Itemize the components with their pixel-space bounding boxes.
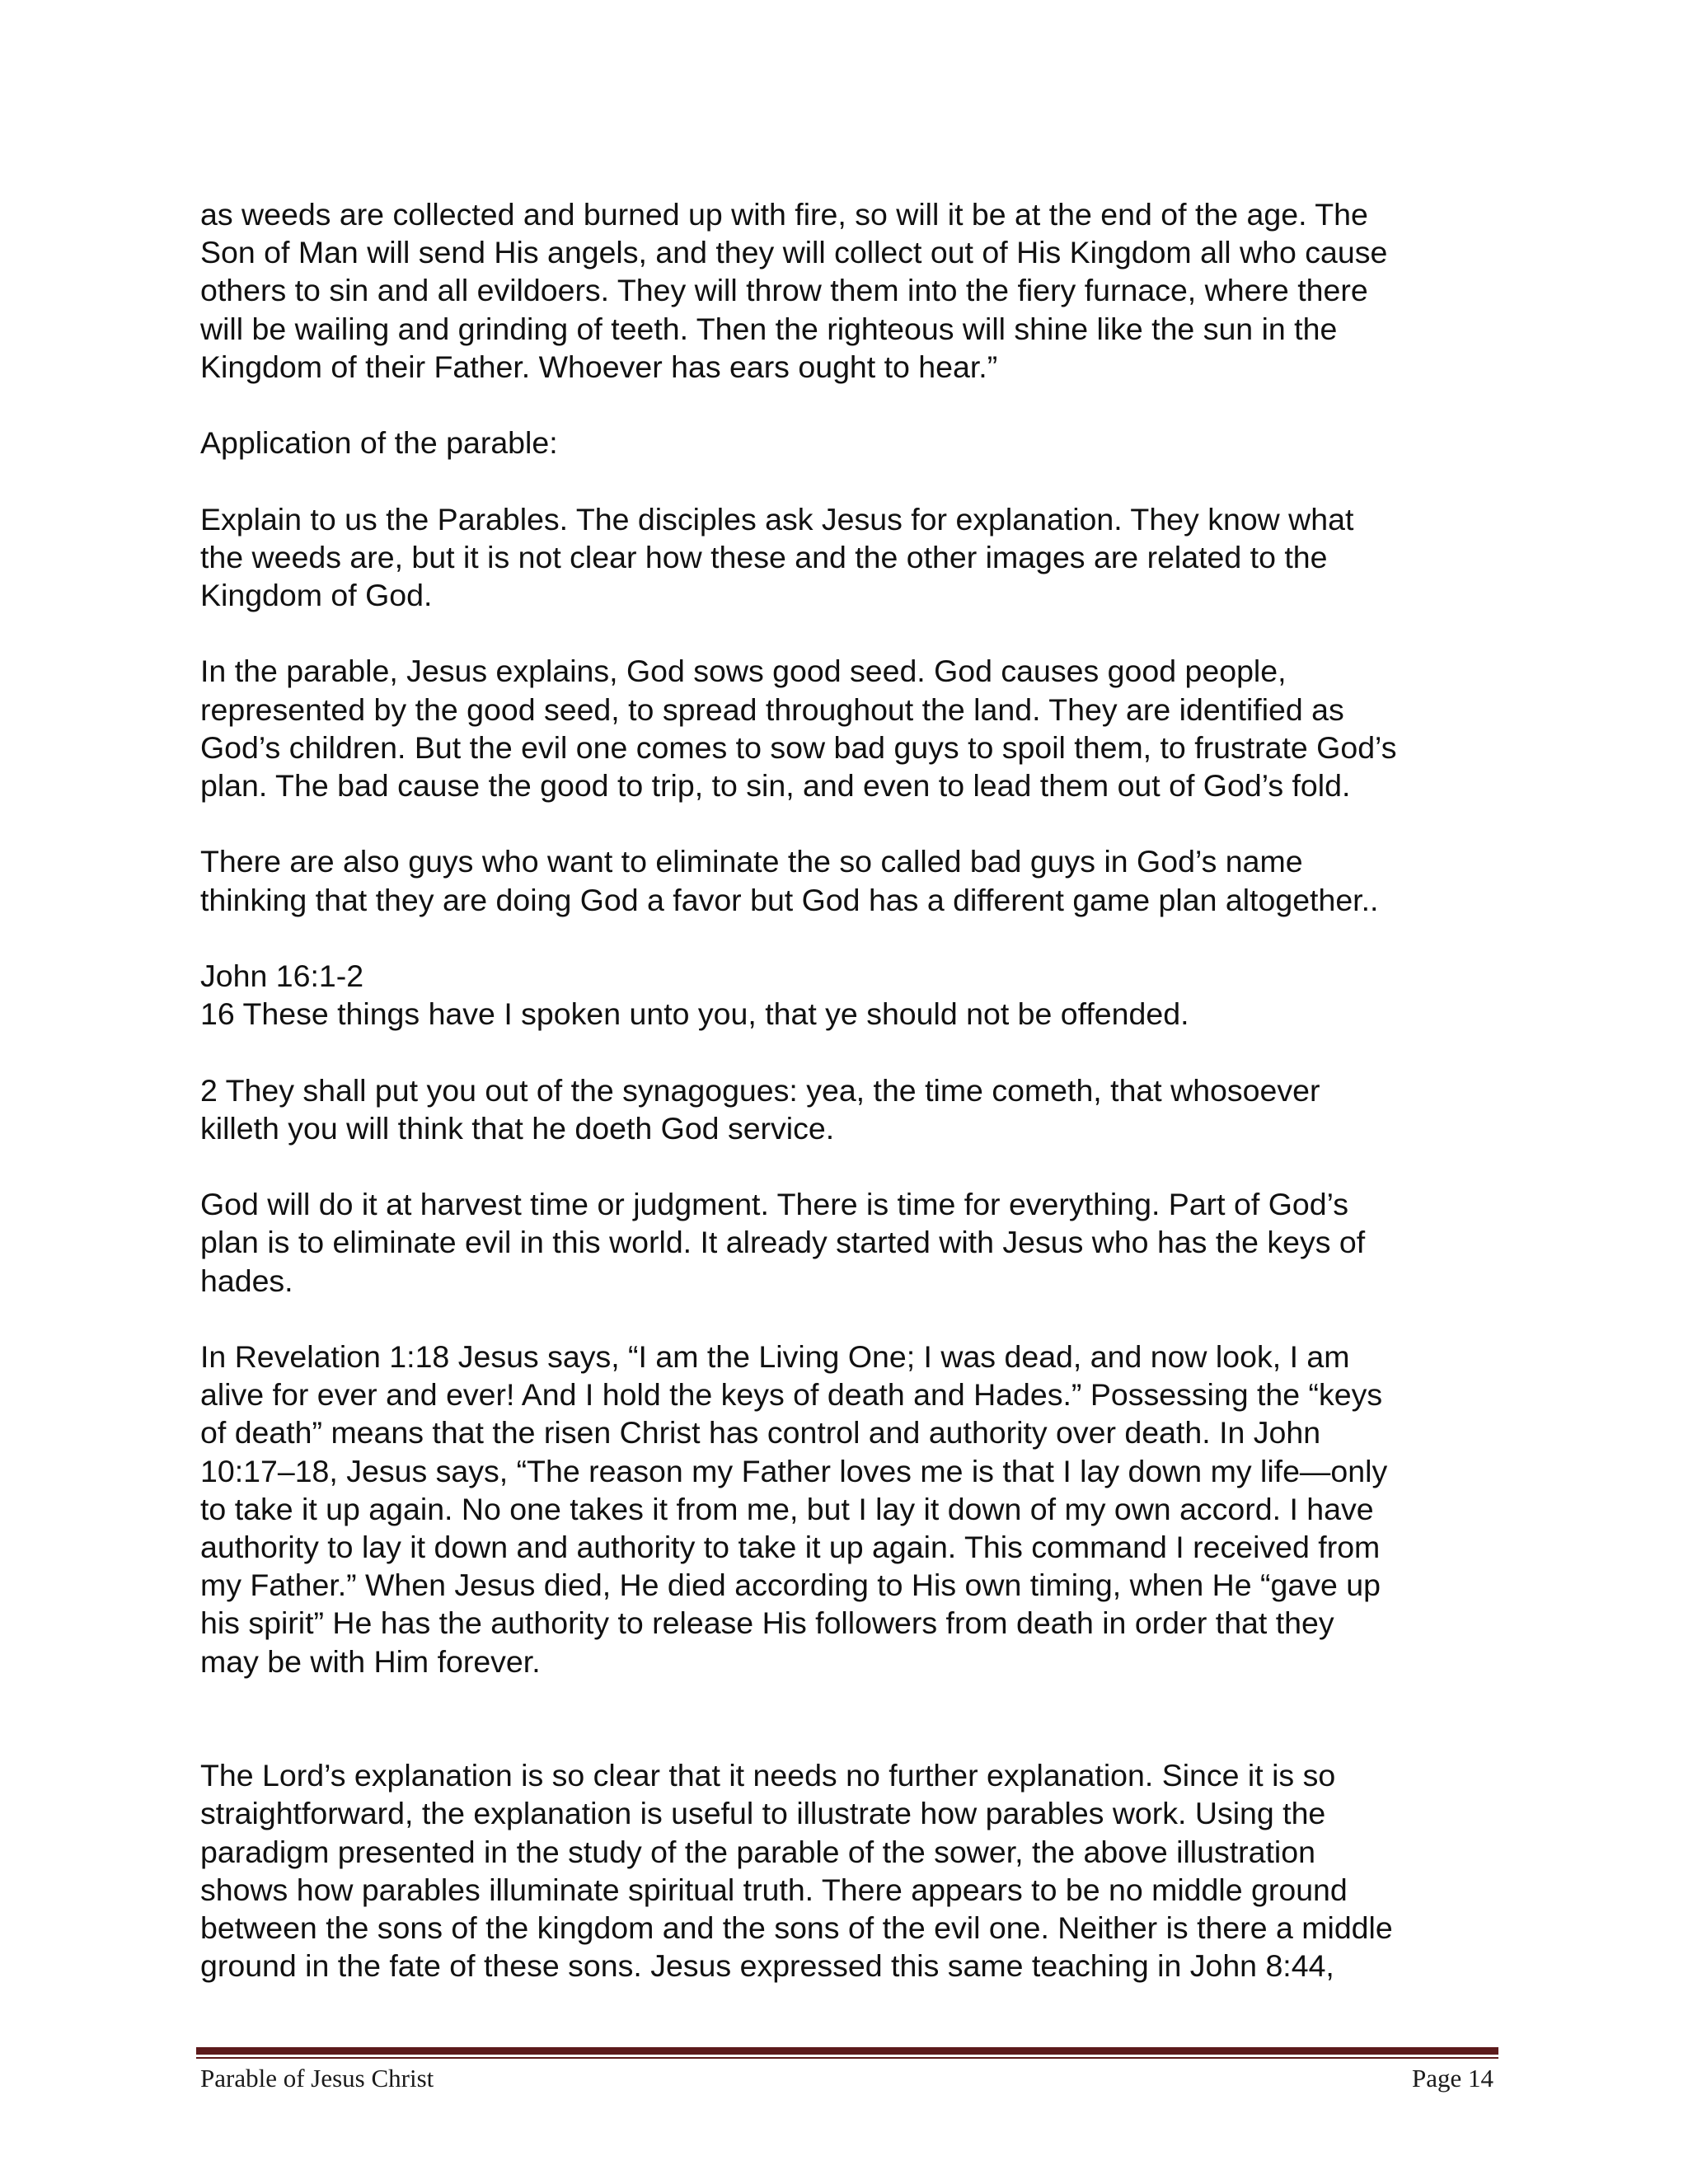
paragraph-revelation: In Revelation 1:18 Jesus says, “I am the Living One; I was dead, and now look, I am alive for ever and ever! And I hold the keys of death and Hades.” Possessing the “keys of death” means that the risen Christ has control and authority over death. In John 10:17–18, Jesus says, “The reason my Father loves me is that I lay down my life—only to take it up again. No one takes it from me, but I lay it down of my own accord. I have authority to lay it down and authority to take it up again. This command I received from my Father.” When Jesus died, He died according to His own timing, when He “gave up his spirit” He has the authority to release His followers from death in order that they may be with Him forever. [200,1338,1388,1679]
footer-page-number: Page 14 [1411,2064,1493,2093]
scripture-verse-1: 16 These things have I spoken unto you, that ye should not be offended. [200,996,1189,1032]
paragraph-application-heading: Application of the parable: [200,425,558,461]
paragraph-eliminate-bad-guys: There are also guys who want to eliminate the so called bad guys in God’s name thinking that they are doing God a favor but God has a different game plan altogether.. [200,844,1379,917]
footer-document-title: Parable of Jesus Christ [200,2064,434,2093]
paragraph-explain-parables: Explain to us the Parables. The disciples ask Jesus for explanation. They know what the weeds are, but it is not clear how these and the other images are related to the Kingdom of God. [200,501,1354,612]
scripture-reference: John 16:1-2 [200,958,364,993]
scripture-verse-2: 2 They shall put you out of the synagogues: yea, the time cometh, that whosoever killeth you will think that he doeth God service. [200,1072,1320,1146]
paragraph-good-seed: In the parable, Jesus explains, God sows good seed. God causes good people, represented by the good seed, to spread throughout the land. They are identified as God’s children. But the evil one comes to sow bad guys to spoil them, to frustrate God’s plan. The bad cause the good to trip, to sin, and even to lead them out of God’s fold. [200,654,1397,803]
paragraph-weeds-burned: as weeds are collected and burned up with fire, so will it be at the end of the age. The Son of Man will send His angels, and they will collect out of His Kingdom all who cause others to sin and all evildoers. They will throw them into the fiery furnace, where there will be wailing and grinding of teeth. Then the righteous will shine like the sun in the Kingdom of their Father. Whoever has ears ought to hear.” [200,197,1388,384]
footer-divider-thin [196,2057,1498,2059]
paragraph-lords-explanation: The Lord’s explanation is so clear that it needs no further explanation. Since it is so straightforward, the explanation is useful to illustrate how parables work. Using the paradigm presented in the study of the parable of the sower, the above illustration shows how parables illuminate spiritual truth. There appears to be no middle ground between the sons of the kingdom and the sons of the evil one. Neither is there a middle ground in the fate of these sons. Jesus expressed this same teaching in John 8:44, [200,1758,1393,1984]
footer-divider [196,2047,1498,2055]
body-text [200,195,1503,1985]
paragraph-harvest-time: God will do it at harvest time or judgment. There is time for everything. Part of God’s plan is to eliminate evil in this world. It already started with Jesus who has the keys of hades. [200,1187,1366,1298]
